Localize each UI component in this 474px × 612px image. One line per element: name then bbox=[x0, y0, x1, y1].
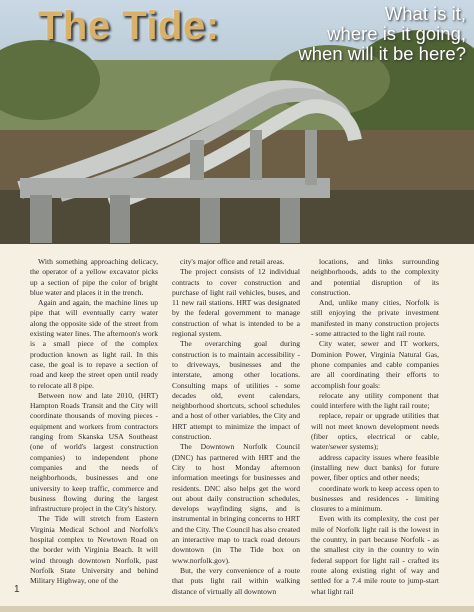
list-item: replace, repair or upgrade utilities that will not meet known development needs (fiber optics, electrical or cable, water/sewer systems); bbox=[311, 411, 439, 452]
list-item: coordinate work to keep access open to businesses and residences - limiting closures to a minimum. bbox=[311, 483, 439, 514]
paragraph: City water, sewer and IT workers, Dominion Power, Virginia Natural Gas, phone companies and cable companies are all coordinating their efforts to accomplish four goals: bbox=[311, 339, 439, 390]
article-column-1 bbox=[30, 257, 158, 587]
paragraph: But, the very convenience of a route that puts light rail within walking distance of virtually all downtown bbox=[172, 565, 300, 596]
paragraph: The Tide will stretch from Eastern Virginia Medical School and Norfolk's hospital complex to Newtown Road on the border with Virginia Beach. It will wind through downtown Norfolk, past Norfolk State University and behind Military Highway, one of the bbox=[30, 514, 158, 586]
subtitle-line: where is it going, bbox=[327, 23, 466, 44]
list-item: relocate any utility component that could interfere with the light rail route; bbox=[311, 390, 439, 411]
paragraph: locations, and links surrounding neighborhoods, adds to the complexity and potential disruption of its construction. bbox=[311, 257, 439, 297]
paragraph: The project consists of 12 individual contracts to cover construction and purchase of light rail vehicles, buses, and 11 new rail stations. HRT was designated by the federal government to manage construction of what is intended to be a regional system. bbox=[172, 267, 300, 339]
paragraph: city's major office and retail areas. bbox=[180, 257, 285, 266]
list-item: address capacity issues where feasible (installing new duct banks) for future power, fiber optics and other needs; bbox=[311, 452, 439, 483]
subtitle-line: when will it be here? bbox=[298, 43, 466, 64]
page-number: 1 bbox=[14, 584, 20, 595]
paragraph: Even with its complexity, the cost per mile of Norfolk light rail is the lowest in the country, in part because Norfolk - as the smallest city in the country to win federal support for light rail - crafted its route along existing right of way and settled for a 7.4 mile route to jump-start what light rail bbox=[311, 514, 439, 596]
paragraph: The overarching goal during construction is to maintain accessibility - to driveways, businesses and the interstate, among other locations. Consulting maps of utilities - some decades old, event calendars, neighborhood shortcuts, school schedules and a host of other variables, the City and HRT attempt to minimize the impact of construction. bbox=[172, 339, 300, 442]
page-subtitle bbox=[196, 4, 466, 64]
paragraph: Again and again, the machine lines up pipe that will eventually carry water along the opposite side of the street from existing water lines. The afternoon's work is a small piece of the complex production known as light rail. In this case, the goal is to repave a section of road and keep the street open until ready to relocate all 8 pipe. bbox=[30, 298, 158, 390]
subtitle-line: What is it, bbox=[384, 3, 466, 24]
paragraph: Between now and late 2010, (HRT) Hampton Roads Transit and the City will coordinate thousands of moving pieces - equipment and workers from contractors ranging from Skanska USA Southeast (one of world's largest construction companies) to independent phone companies and the needs of neighborhoods, businesses and one university to keep traffic, commerce and business flowing during the largest infrastructure project in the City's history. bbox=[30, 390, 158, 514]
footer-rule bbox=[0, 606, 474, 612]
hero-photo bbox=[0, 0, 474, 244]
paragraph: The Downtown Norfolk Council (DNC) has partnered with HRT and the City to host Monday afternoon information meetings for businesses and residents. DNC also helps get the word out about daily construction schedules, develops wayfinding signs, and is instrumental in bringing concerns to HRT and the City. The Council has also created an interactive map to track road detours downtown (in The Tide box on www.norfolk.gov). bbox=[172, 442, 301, 565]
article-column-3 bbox=[311, 257, 439, 597]
paragraph: With something approaching delicacy, the operator of a yellow excavator picks up a section of pipe the color of bright blue water and places it in the trench. bbox=[30, 257, 158, 297]
paragraph: And, unlike many cities, Norfolk is still enjoying the private investment manifested in many construction projects - some attracted to the light rail route. bbox=[311, 298, 439, 339]
page-title: The Tide: bbox=[38, 4, 220, 48]
article-column-2 bbox=[172, 257, 300, 597]
